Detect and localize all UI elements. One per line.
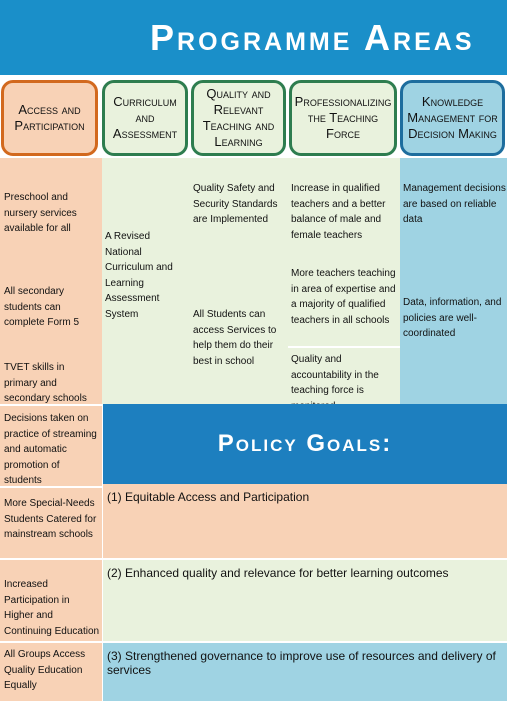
teaching-item: Increase in qualified teachers and a better balance of male and female teachers <box>291 183 386 241</box>
quality-item: Quality Safety and Security Standards are Implemented <box>193 183 278 225</box>
goal-row: (1) Equitable Access and Participation <box>103 484 507 558</box>
header-knowledge: Knowledge Management for Decision Making <box>400 80 505 156</box>
access-item: All secondary students can complete Form 5 <box>4 286 80 328</box>
header-curriculum: Curriculum and Assessment <box>102 80 188 156</box>
teaching-item: More teachers teaching in area of expertise and a majority of qualified teachers in all schools <box>291 268 396 326</box>
access-item: Increased Participation in Higher and Continuing Education <box>4 579 100 637</box>
access-item: Preschool and nursery services available for all <box>4 192 77 234</box>
goal-row: (2) Enhanced quality and relevance for better learning outcomes <box>103 560 507 641</box>
header-teaching: Professionalizing the Teaching Force <box>289 80 397 156</box>
knowledge-item: Data, information, and policies are well-coordinated <box>403 297 502 339</box>
access-item: More Special-Needs Students Catered for mainstream schools <box>4 498 97 540</box>
teaching-item: Quality and accountability in the teaching force is <box>291 354 379 396</box>
divider <box>0 404 103 406</box>
knowledge-item: Management decisions are based on reliable data <box>403 183 506 225</box>
divider <box>288 346 400 348</box>
access-item: All Groups Access Quality Education Equally <box>4 649 86 691</box>
curriculum-item: A Revised National Curriculum and Learning Assessment System <box>105 231 173 320</box>
divider <box>0 486 103 488</box>
policy-goals-title: Policy Goals: <box>103 404 507 484</box>
divider <box>0 558 103 560</box>
access-item: TVET skills in primary and secondary schools <box>4 362 87 404</box>
access-item: Decisions taken on practice of streaming and automatic promotion of students <box>4 413 97 486</box>
goal-row: (3) Strengthened governance to improve use of resources and delivery of services <box>103 643 507 701</box>
header-quality: Quality and Relevant Teaching and Learning <box>191 80 286 156</box>
header-access: Access and Participation <box>1 80 98 156</box>
quality-item: All Students can access Services to help them do their best in school <box>193 309 277 367</box>
divider <box>0 641 103 643</box>
page-title: Programme Areas <box>0 0 507 75</box>
